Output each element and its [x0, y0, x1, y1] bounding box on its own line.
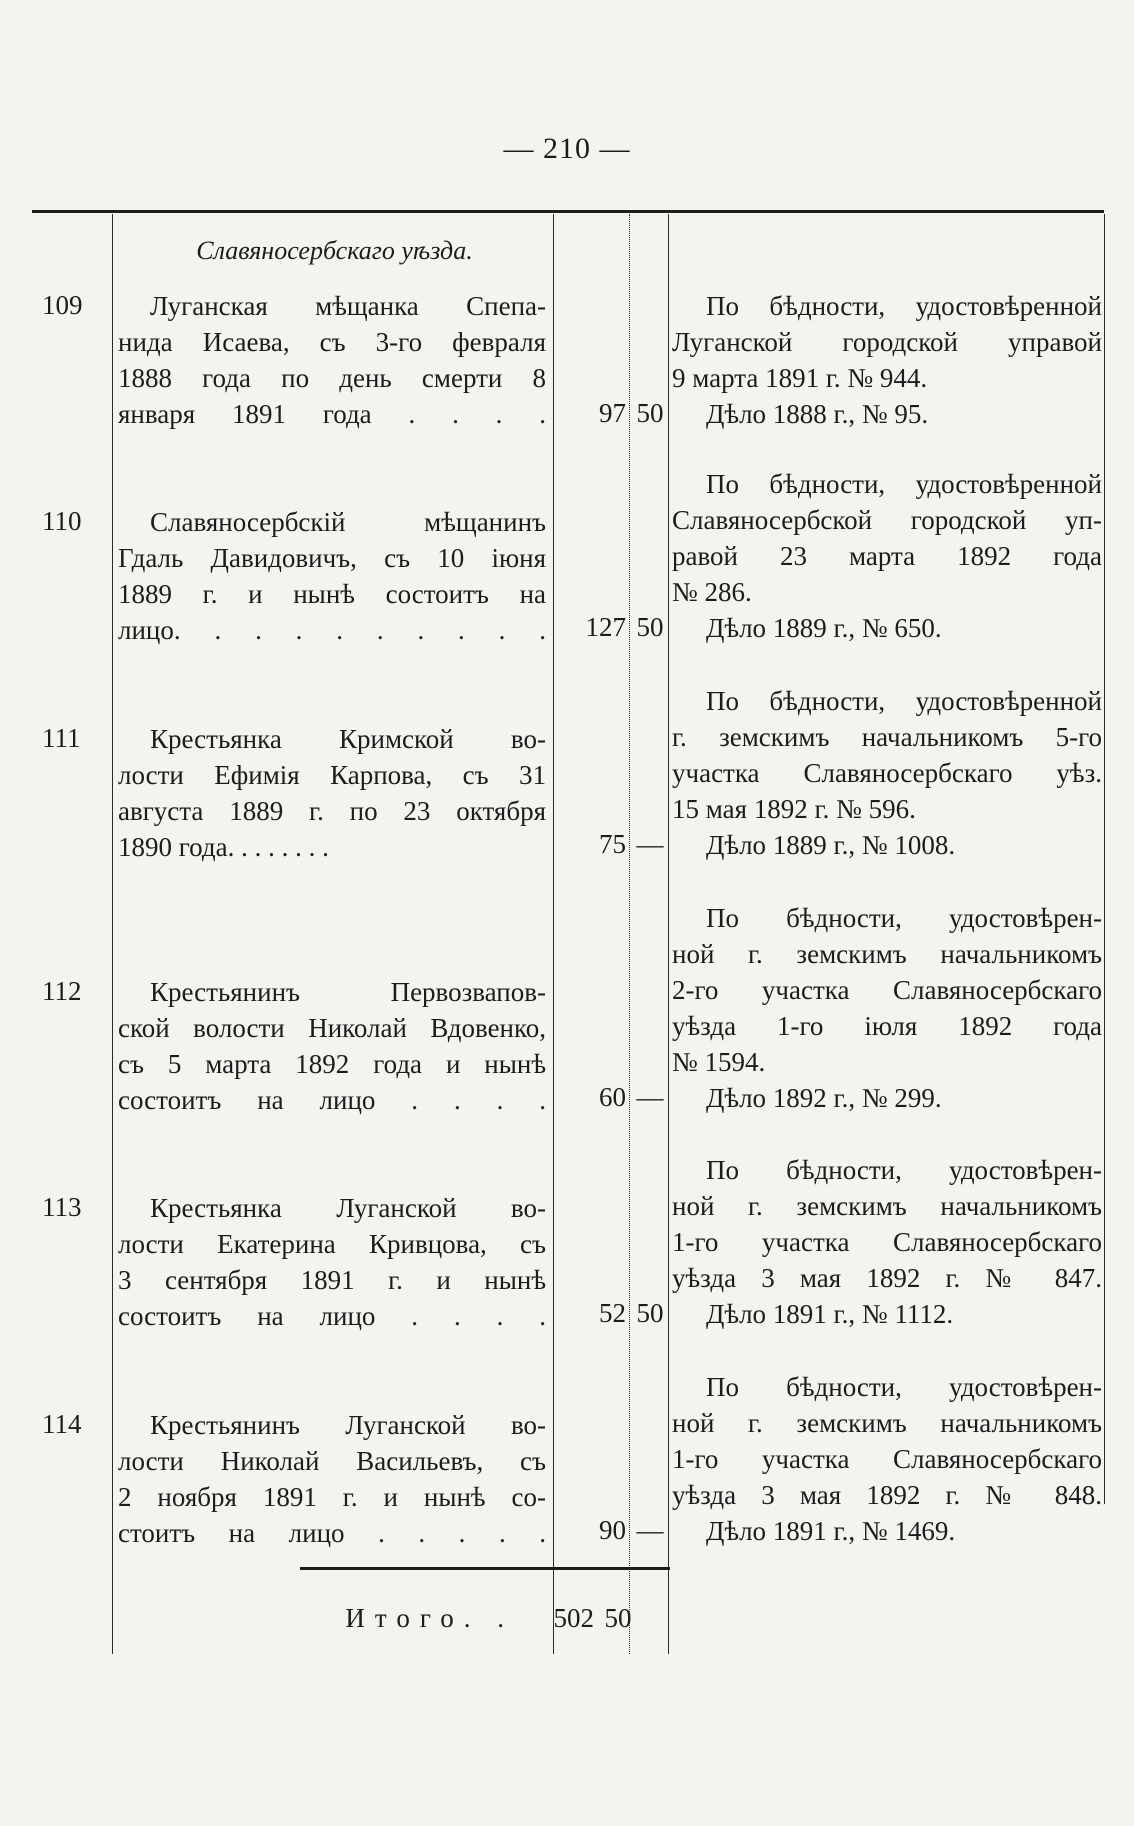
top-rule [32, 210, 1104, 213]
section-title: Славяносербскаго уѣзда. [196, 236, 473, 265]
entry-note [672, 1369, 1102, 1549]
amount-kopecks: 50 [636, 398, 664, 428]
note-line: Дѣло 1889 г., № 650. [706, 613, 942, 643]
description-line: стоитъ на лицо . . . . . [118, 1518, 546, 1548]
note-line: № 286. [672, 577, 752, 607]
note-line: По бѣдности, удостовѣрен- [706, 1372, 1102, 1402]
entry-description [118, 974, 546, 1118]
description-line: 1890 года. . . . . . . . [118, 832, 329, 862]
note-line: Дѣло 1891 г., № 1112. [706, 1299, 954, 1329]
note-line: 15 мая 1892 г. № 596. [672, 794, 916, 824]
amount-rubles: 97 [599, 398, 626, 428]
note-line: ной г. земскимъ начальникомъ [672, 1408, 1102, 1438]
description-line: состоитъ на лицо . . . . [118, 1085, 546, 1115]
column-divider [629, 214, 630, 1654]
entry-number: 111 [42, 723, 81, 753]
note-line: уѣзда 1-го іюля 1892 года [672, 1011, 1102, 1041]
note-line: По бѣдности, удостовѣрен- [706, 1155, 1102, 1185]
amount-kopecks: — [636, 1515, 664, 1545]
description-line: Гдаль Давидовичъ, съ 10 іюня [118, 543, 546, 573]
amount-kopecks: — [636, 829, 664, 859]
entry-note [672, 1152, 1102, 1332]
amount-rubles: 60 [599, 1082, 626, 1112]
note-line: участка Славяносербскаго уѣз. [672, 758, 1102, 788]
amount-kopecks: 50 [636, 612, 664, 642]
note-line: По бѣдности, удостовѣренной [706, 291, 1102, 321]
column-divider [112, 214, 113, 1654]
description-line: съ 5 марта 1892 года и нынѣ [118, 1049, 546, 1079]
amount-rubles: 75 [599, 829, 626, 859]
note-line: Дѣло 1891 г., № 1469. [706, 1516, 956, 1546]
column-divider [668, 214, 669, 1654]
note-line: уѣзда 3 мая 1892 г. № 847. [672, 1263, 1102, 1293]
description-line: Крестьянинъ Первозвапов- [150, 977, 546, 1007]
description-line: лицо. . . . . . . . . . [118, 615, 546, 645]
entry-number: 110 [42, 506, 82, 536]
description-line: 1889 г. и нынѣ состоитъ на [118, 579, 546, 609]
entry-description [118, 1190, 546, 1334]
note-line: Дѣло 1892 г., № 299. [706, 1083, 942, 1113]
description-line: августа 1889 г. по 23 октября [118, 796, 546, 826]
description-line: Крестьянка Луганской во- [150, 1193, 546, 1223]
description-line: Крестьянка Кримской во- [150, 724, 546, 754]
note-line: равой 23 марта 1892 года [672, 541, 1102, 571]
amount-rubles: 52 [599, 1298, 626, 1328]
note-line: 1-го участка Славяносербскаго [672, 1227, 1102, 1257]
description-line: состоитъ на лицо . . . . [118, 1301, 546, 1331]
note-line: г. земскимъ начальникомъ 5-го [672, 722, 1102, 752]
entry-number: 114 [42, 1409, 82, 1439]
entry-note [672, 466, 1102, 646]
description-line: ской волости Николай Вдовенко, [118, 1013, 546, 1043]
column-divider [553, 214, 554, 1654]
description-line: 3 сентября 1891 г. и нынѣ [118, 1265, 546, 1295]
note-line: Дѣло 1889 г., № 1008. [706, 830, 956, 860]
note-line: 1-го участка Славяносербскаго [672, 1444, 1102, 1474]
description-line: лости Екатерина Кривцова, съ [118, 1229, 546, 1259]
description-line: января 1891 года . . . . [118, 399, 546, 429]
amount-kopecks: 50 [636, 1298, 664, 1328]
note-line: ной г. земскимъ начальникомъ [672, 1191, 1102, 1221]
ledger-table [32, 210, 1104, 1650]
note-line: уѣзда 3 мая 1892 г. № 848. [672, 1480, 1102, 1510]
note-line: По бѣдности, удостовѣрен- [706, 903, 1102, 933]
total-rubles: 502 [553, 1603, 594, 1633]
entry-description [118, 288, 546, 432]
description-line: Луганская мѣщанка Спепа- [150, 291, 546, 321]
entry-description [118, 1407, 546, 1551]
amount-rubles: 90 [599, 1515, 626, 1545]
entry-note [672, 683, 1102, 863]
note-line: 2-го участка Славяносербскаго [672, 975, 1102, 1005]
description-line: 2 ноября 1891 г. и нынѣ со- [118, 1482, 546, 1512]
entry-number: 112 [42, 976, 82, 1006]
entry-note [672, 288, 1102, 432]
amount-rubles: 127 [585, 612, 626, 642]
entry-description [118, 721, 546, 865]
note-line: ной г. земскимъ начальникомъ [672, 939, 1102, 969]
total-label: Итого. . [345, 1603, 514, 1633]
total-kopecks: 50 [604, 1603, 632, 1633]
column-divider [1104, 214, 1105, 1504]
page-number: — 210 — [503, 132, 631, 165]
entry-number: 109 [42, 290, 83, 320]
description-line: лости Ефимія Карпова, съ 31 [118, 760, 546, 790]
note-line: Луганской городской управой [672, 327, 1102, 357]
note-line: По бѣдности, удостовѣренной [706, 686, 1102, 716]
description-line: лости Николай Васильевъ, съ [118, 1446, 546, 1476]
note-line: № 1594. [672, 1047, 766, 1077]
entry-description [118, 504, 546, 648]
total-rule [300, 1567, 670, 1570]
entry-note [672, 900, 1102, 1116]
description-line: нида Исаева, съ 3-го февраля [118, 327, 546, 357]
note-line: Славяносербской городской уп- [672, 505, 1102, 535]
note-line: По бѣдности, удостовѣренной [706, 469, 1102, 499]
description-line: 1888 года по день смерти 8 [118, 363, 546, 393]
amount-kopecks: — [636, 1082, 664, 1112]
description-line: Крестьянинъ Луганской во- [150, 1410, 546, 1440]
note-line: Дѣло 1888 г., № 95. [706, 399, 929, 429]
description-line: Славяносербскій мѣщанинъ [150, 507, 546, 537]
note-line: 9 марта 1891 г. № 944. [672, 363, 928, 393]
entry-number: 113 [42, 1192, 82, 1222]
